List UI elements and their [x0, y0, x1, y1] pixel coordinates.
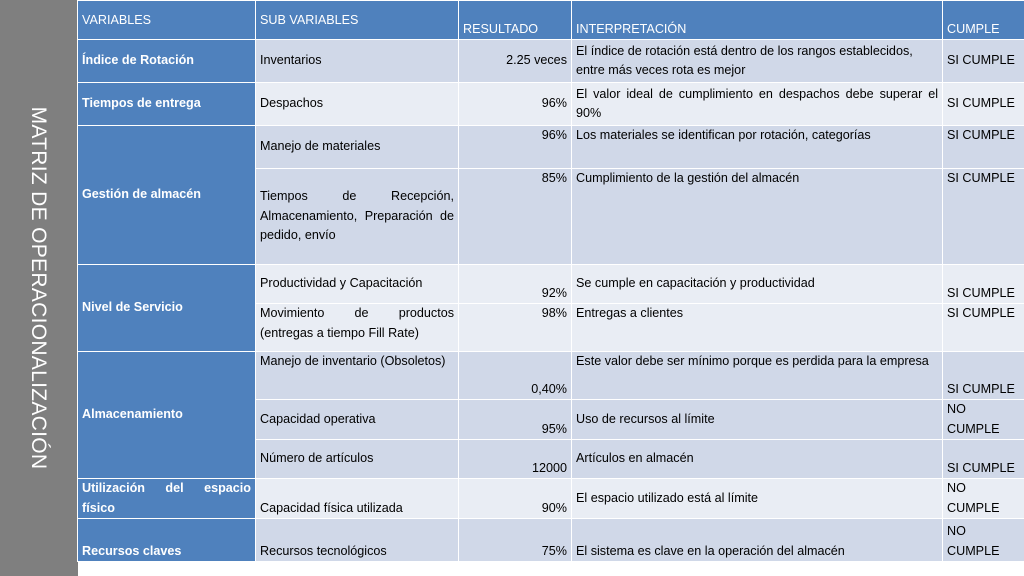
- cumple-cell: SI CUMPLE: [943, 126, 1024, 169]
- interpretation-cell: El sistema es clave en la operación del almacén: [572, 519, 943, 562]
- variable-cell: Tiempos de entrega: [78, 83, 256, 126]
- header-variables: VARIABLES: [78, 1, 256, 40]
- result-cell: 0,40%: [459, 352, 572, 400]
- subvariable-cell: Inventarios: [256, 40, 459, 83]
- result-cell: 85%: [459, 169, 572, 265]
- table-row: [78, 83, 1024, 126]
- interpretation-cell: Los materiales se identifican por rotación, categorías: [572, 126, 943, 169]
- result-cell: 95%: [459, 400, 572, 440]
- cumple-cell: SI CUMPLE: [943, 304, 1024, 352]
- result-cell: 2.25 veces: [459, 40, 572, 83]
- interpretation-cell: Cumplimiento de la gestión del almacén: [572, 169, 943, 265]
- cumple-cell: SI CUMPLE: [943, 40, 1024, 83]
- variable-cell: Almacenamiento: [78, 352, 256, 479]
- variable-cell: Índice de Rotación: [78, 40, 256, 83]
- interpretation-cell: Entregas a clientes: [572, 304, 943, 352]
- subvariable-cell: Capacidad operativa: [256, 400, 459, 440]
- operationalization-table: [77, 0, 1024, 562]
- cumple-cell: NO CUMPLE: [943, 519, 1024, 562]
- result-cell: 96%: [459, 126, 572, 169]
- table-row: [78, 352, 1024, 400]
- variable-cell: Recursos claves: [78, 519, 256, 562]
- cumple-cell: SI CUMPLE: [943, 352, 1024, 400]
- table-row: [78, 40, 1024, 83]
- subvariable-cell: Manejo de inventario (Obsoletos): [256, 352, 459, 400]
- header-interpretacion: INTERPRETACIÓN: [572, 1, 943, 40]
- side-title: MATRIZ DE OPERACIONALIZACIÓN: [27, 106, 50, 470]
- variable-cell: Utilización del espacio físico: [78, 479, 256, 519]
- interpretation-cell: El valor ideal de cumplimiento en despachos debe superar el 90%: [572, 83, 943, 126]
- subvariable-cell: Capacidad física utilizada: [256, 479, 459, 519]
- interpretation-cell: Este valor debe ser mínimo porque es perdida para la empresa: [572, 352, 943, 400]
- subvariable-cell: Recursos tecnológicos: [256, 519, 459, 562]
- header-cumple: CUMPLE: [943, 1, 1024, 40]
- result-cell: 92%: [459, 265, 572, 304]
- cumple-cell: SI CUMPLE: [943, 265, 1024, 304]
- variable-cell: Gestión de almacén: [78, 126, 256, 265]
- result-cell: 12000: [459, 440, 572, 479]
- interpretation-cell: El índice de rotación está dentro de los rangos establecidos, entre más veces rota es mejor: [572, 40, 943, 83]
- subvariable-cell: Productividad y Capacitación: [256, 265, 459, 304]
- interpretation-cell: El espacio utilizado está al límite: [572, 479, 943, 519]
- result-cell: 75%: [459, 519, 572, 562]
- header-row: [78, 1, 1024, 40]
- subvariable-cell: Número de artículos: [256, 440, 459, 479]
- interpretation-cell: Se cumple en capacitación y productividad: [572, 265, 943, 304]
- subvariable-cell: Movimiento de productos (entregas a tiempo Fill Rate): [256, 304, 459, 352]
- table-row: [78, 265, 1024, 304]
- header-sub-variables: SUB VARIABLES: [256, 1, 459, 40]
- table-row: [78, 126, 1024, 169]
- result-cell: 96%: [459, 83, 572, 126]
- table-row: [78, 479, 1024, 519]
- variable-cell: Nivel de Servicio: [78, 265, 256, 352]
- cumple-cell: SI CUMPLE: [943, 83, 1024, 126]
- cumple-cell: SI CUMPLE: [943, 169, 1024, 265]
- subvariable-cell: Manejo de materiales: [256, 126, 459, 169]
- side-panel: [0, 0, 78, 576]
- interpretation-cell: Uso de recursos al límite: [572, 400, 943, 440]
- result-cell: 98%: [459, 304, 572, 352]
- table-row: [78, 519, 1024, 562]
- cumple-cell: NO CUMPLE: [943, 400, 1024, 440]
- subvariable-cell: Tiempos de Recepción, Almacenamiento, Preparación de pedido, envío: [256, 169, 459, 265]
- cumple-cell: NO CUMPLE: [943, 479, 1024, 519]
- subvariable-cell: Despachos: [256, 83, 459, 126]
- cumple-cell: SI CUMPLE: [943, 440, 1024, 479]
- header-resultado: RESULTADO: [459, 1, 572, 40]
- interpretation-cell: Artículos en almacén: [572, 440, 943, 479]
- result-cell: 90%: [459, 479, 572, 519]
